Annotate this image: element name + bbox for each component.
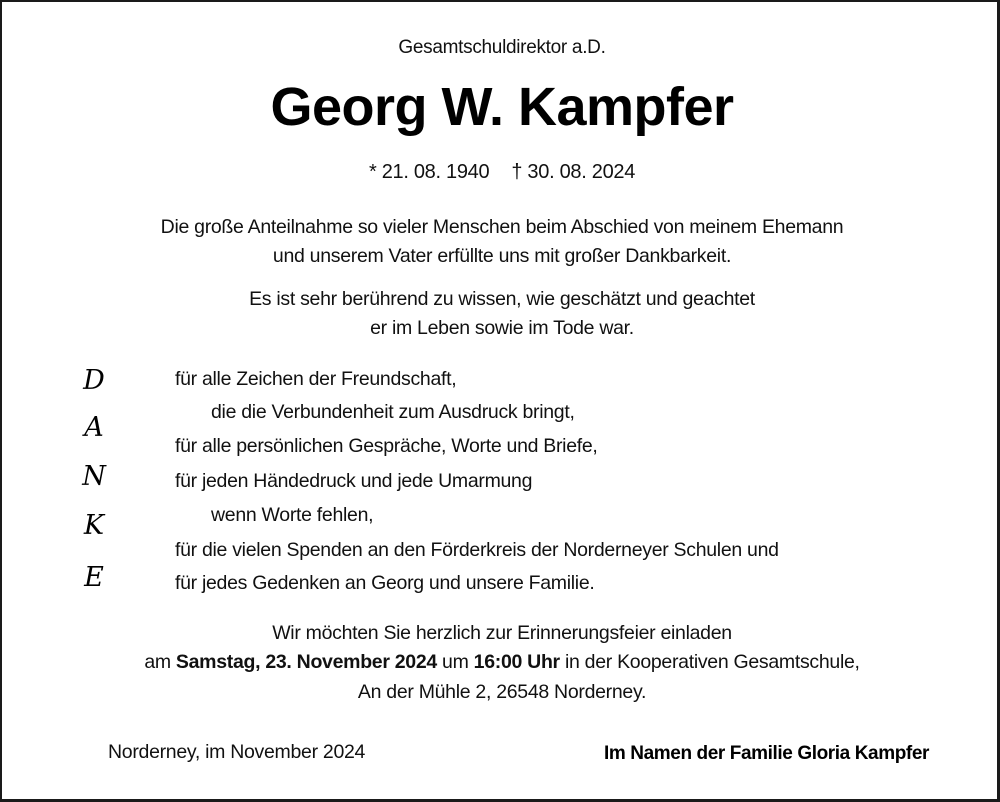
intro-paragraph-2-line-1: Es ist sehr berührend zu wissen, wie geschätzt und geachtet [249,288,755,310]
danke-letter-n: N [82,461,106,492]
danke-letter-d: D [83,365,105,396]
intro-paragraph-1-line-2: und unserem Vater erfüllte uns mit großer Dankbarkeit. [272,245,732,267]
danke-letter-e: E [84,562,104,593]
invitation-venue: in der Kooperativen Gesamtschule, [559,651,860,673]
invitation-line-2 [2,653,1000,673]
thanks-line: wenn Worte fehlen, [211,504,374,526]
intro-paragraph-1-line-1: Die große Anteilnahme so vieler Menschen beim Abschied von meinem Ehemann [160,216,844,238]
thanks-line: für alle Zeichen der Freundschaft, [175,368,457,390]
invitation-date: Samstag, 23. November 2024 [175,651,437,673]
thanks-line: für jeden Händedruck und jede Umarmung [175,470,533,492]
life-dates [2,162,1000,182]
family-signature: Im Namen der Familie Gloria Kampfer [604,743,929,764]
birth-date: 21. 08. 1940 [381,161,490,183]
invitation-line-1: Wir möchten Sie herzlich zur Erinnerungsfeier einladen [272,622,732,644]
deceased-name: Georg W. Kampfer [270,77,734,137]
invitation-address: An der Mühle 2, 26548 Norderney. [357,681,647,703]
birth-symbol: * [368,161,377,183]
thanks-line: für die vielen Spenden an den Förderkreis der Norderneyer Schulen und [175,539,779,561]
death-cross-icon: † [511,161,523,183]
death-date: 30. 08. 2024 [527,161,636,183]
intro-paragraph-2-line-2: er im Leben sowie im Tode war. [370,317,634,339]
invitation-prefix: am [144,651,176,673]
title-prefix: Gesamtschuldirektor a.D. [398,37,606,58]
place-and-date: Norderney, im November 2024 [108,741,366,763]
invitation-mid: um [436,651,474,673]
invitation-time: 16:00 Uhr [473,651,560,673]
danke-letter-a: A [84,412,104,443]
danke-letter-k: K [83,510,105,541]
thanks-line: die die Verbundenheit zum Ausdruck bringt, [211,401,575,423]
thanks-line: für alle persönlichen Gespräche, Worte und Briefe, [175,435,598,457]
thanks-line: für jedes Gedenken an Georg und unsere Familie. [175,572,595,594]
